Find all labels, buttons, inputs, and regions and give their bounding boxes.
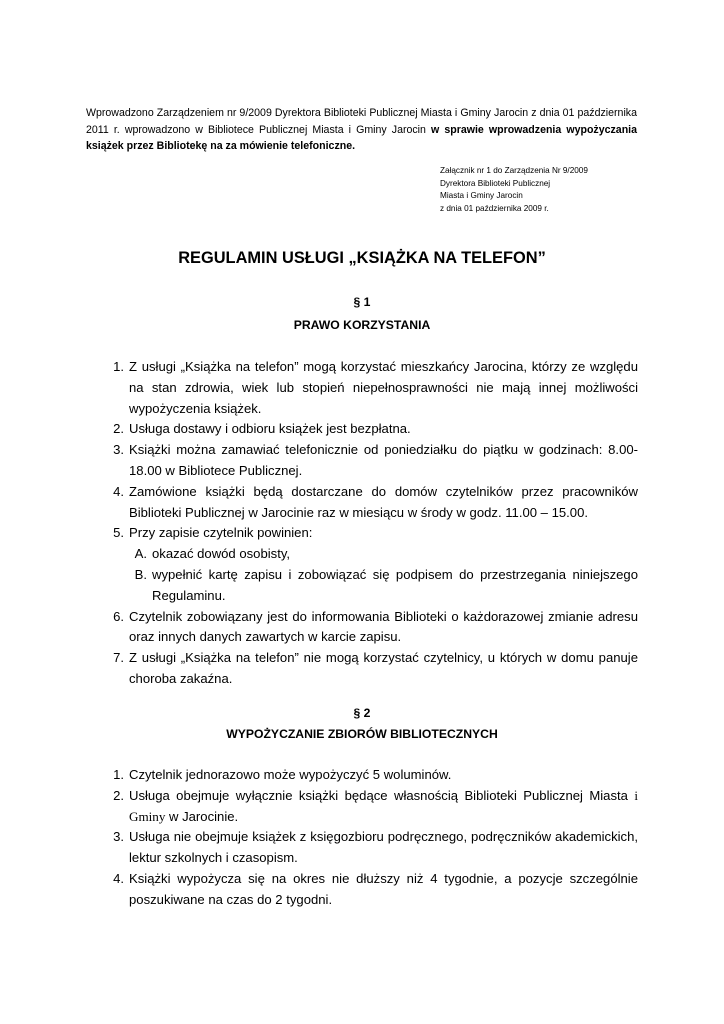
item-text: Usługa nie obejmuje książek z księgozbioru podręcznego, podręczników akademickich, lektur szkolnych i czasopism. — [129, 829, 638, 866]
list-item — [102, 357, 638, 419]
item-number: 2. — [113, 787, 124, 803]
section1-heading: PRAWO KORZYSTANIA — [293, 318, 431, 332]
list-item — [102, 786, 638, 828]
item-number: 2. — [113, 421, 124, 437]
item-number: 3. — [113, 442, 124, 458]
item-number: 4. — [113, 870, 124, 886]
item-number: 6. — [113, 608, 124, 624]
list-item — [102, 523, 638, 544]
sub-item-text: wypełnić kartę zapisu i zobowiązać się podpisem do przestrzegania niniejszego Regulaminu. — [152, 566, 638, 603]
list-item — [102, 648, 638, 690]
item-number: 7. — [113, 650, 124, 666]
item-text: Przy zapisie czytelnik powinien: — [129, 525, 313, 541]
item-text: Czytelnik zobowiązany jest do informowania Biblioteki o każdorazowej zmianie adresu oraz innych danych zawartych w karcie zapisu. — [129, 608, 638, 645]
sub-item-text: okazać dowód osobisty, — [152, 546, 291, 562]
item-text: Czytelnik jednorazowo może wypożyczyć 5 woluminów. — [129, 767, 452, 782]
annex-line: z dnia 01 października 2009 r. — [440, 203, 549, 213]
annex-note — [440, 165, 660, 215]
intro-paragraph — [86, 105, 637, 155]
item-number: 1. — [113, 359, 124, 374]
list-item — [102, 607, 638, 649]
list-item — [102, 765, 638, 786]
item-text: Książki można zamawiać telefonicznie od poniedziałku do piątku w godzinach: 8.00-18.00 w Bibliotece Publicznej. — [129, 442, 638, 478]
item-text — [129, 786, 638, 828]
document-title: REGULAMIN USŁUGI „KSIĄŻKA NA TELEFON” — [178, 249, 546, 267]
section1-list — [102, 357, 638, 690]
item-text: Z usługi „Książka na telefon” mogą korzystać mieszkańcy Jarocina, którzy ze względu na stan zdrowia, wiek lub stopień niepełnosprawności nie mają innej możliwości wypożyczenia książek. — [129, 359, 638, 416]
sub-item-letter: A. — [134, 546, 147, 562]
section2-number: § 2 — [353, 706, 371, 720]
intro-bold-text: w sprawie wprowadzenia wypożyczania książek przez Bibliotekę na za mówienie telefoniczne. — [86, 123, 637, 152]
sub-list-item — [102, 565, 638, 607]
item-text-part: Usługa obejmuje wyłącznie książki będące własnością Biblioteki Publicznej Miasta — [129, 787, 635, 803]
annex-line: Dyrektora Biblioteki Publicznej — [440, 178, 551, 188]
item-number: 1. — [113, 767, 124, 782]
section2-list — [102, 765, 638, 911]
annex-line: Załącznik nr 1 do Zarządzenia Nr 9/2009 — [440, 166, 588, 175]
list-item — [102, 827, 638, 869]
list-item — [102, 869, 638, 911]
section2-heading: WYPOŻYCZANIE ZBIORÓW BIBLIOTECZNYCH — [226, 727, 498, 741]
item-text: Zamówione książki będą dostarczane do domów czytelników przez pracowników Biblioteki Publicznej w Jarocinie raz w miesiącu w środy w godz. 11.00 – 15.00. — [129, 483, 638, 520]
item-number: 3. — [113, 829, 124, 845]
item-text-part: w Jarocinie. — [165, 808, 239, 824]
item-text: Z usługi „Książka na telefon” nie mogą korzystać czytelnicy, u których w domu panuje choroba zakaźna. — [129, 650, 638, 686]
item-text: Książki wypożycza się na okres nie dłuższy niż 4 tygodnie, a pozycje szczególnie poszukiwane na czas do 2 tygodni. — [129, 870, 638, 907]
sub-item-letter: B. — [134, 566, 147, 582]
item-text: Usługa dostawy i odbioru książek jest bezpłatna. — [129, 421, 411, 437]
list-item — [102, 419, 638, 440]
annex-line: Miasta i Gminy Jarocin — [440, 191, 523, 201]
intro-text: Wprowadzono Zarządzeniem nr 9/2009 Dyrektora Biblioteki Publicznej Miasta i Gminy Jarocin z dnia 01 października 2011 r. wprowadzono w Bibliotece Publicznej Miasta i Gminy Jarocin — [86, 107, 637, 136]
sub-list-item — [102, 544, 638, 565]
list-item — [102, 440, 638, 482]
item-number: 5. — [113, 525, 124, 541]
section1-number: § 1 — [353, 295, 371, 309]
item-text-part: i Gminy — [129, 787, 638, 824]
item-number: 4. — [113, 483, 124, 499]
list-item — [102, 482, 638, 524]
